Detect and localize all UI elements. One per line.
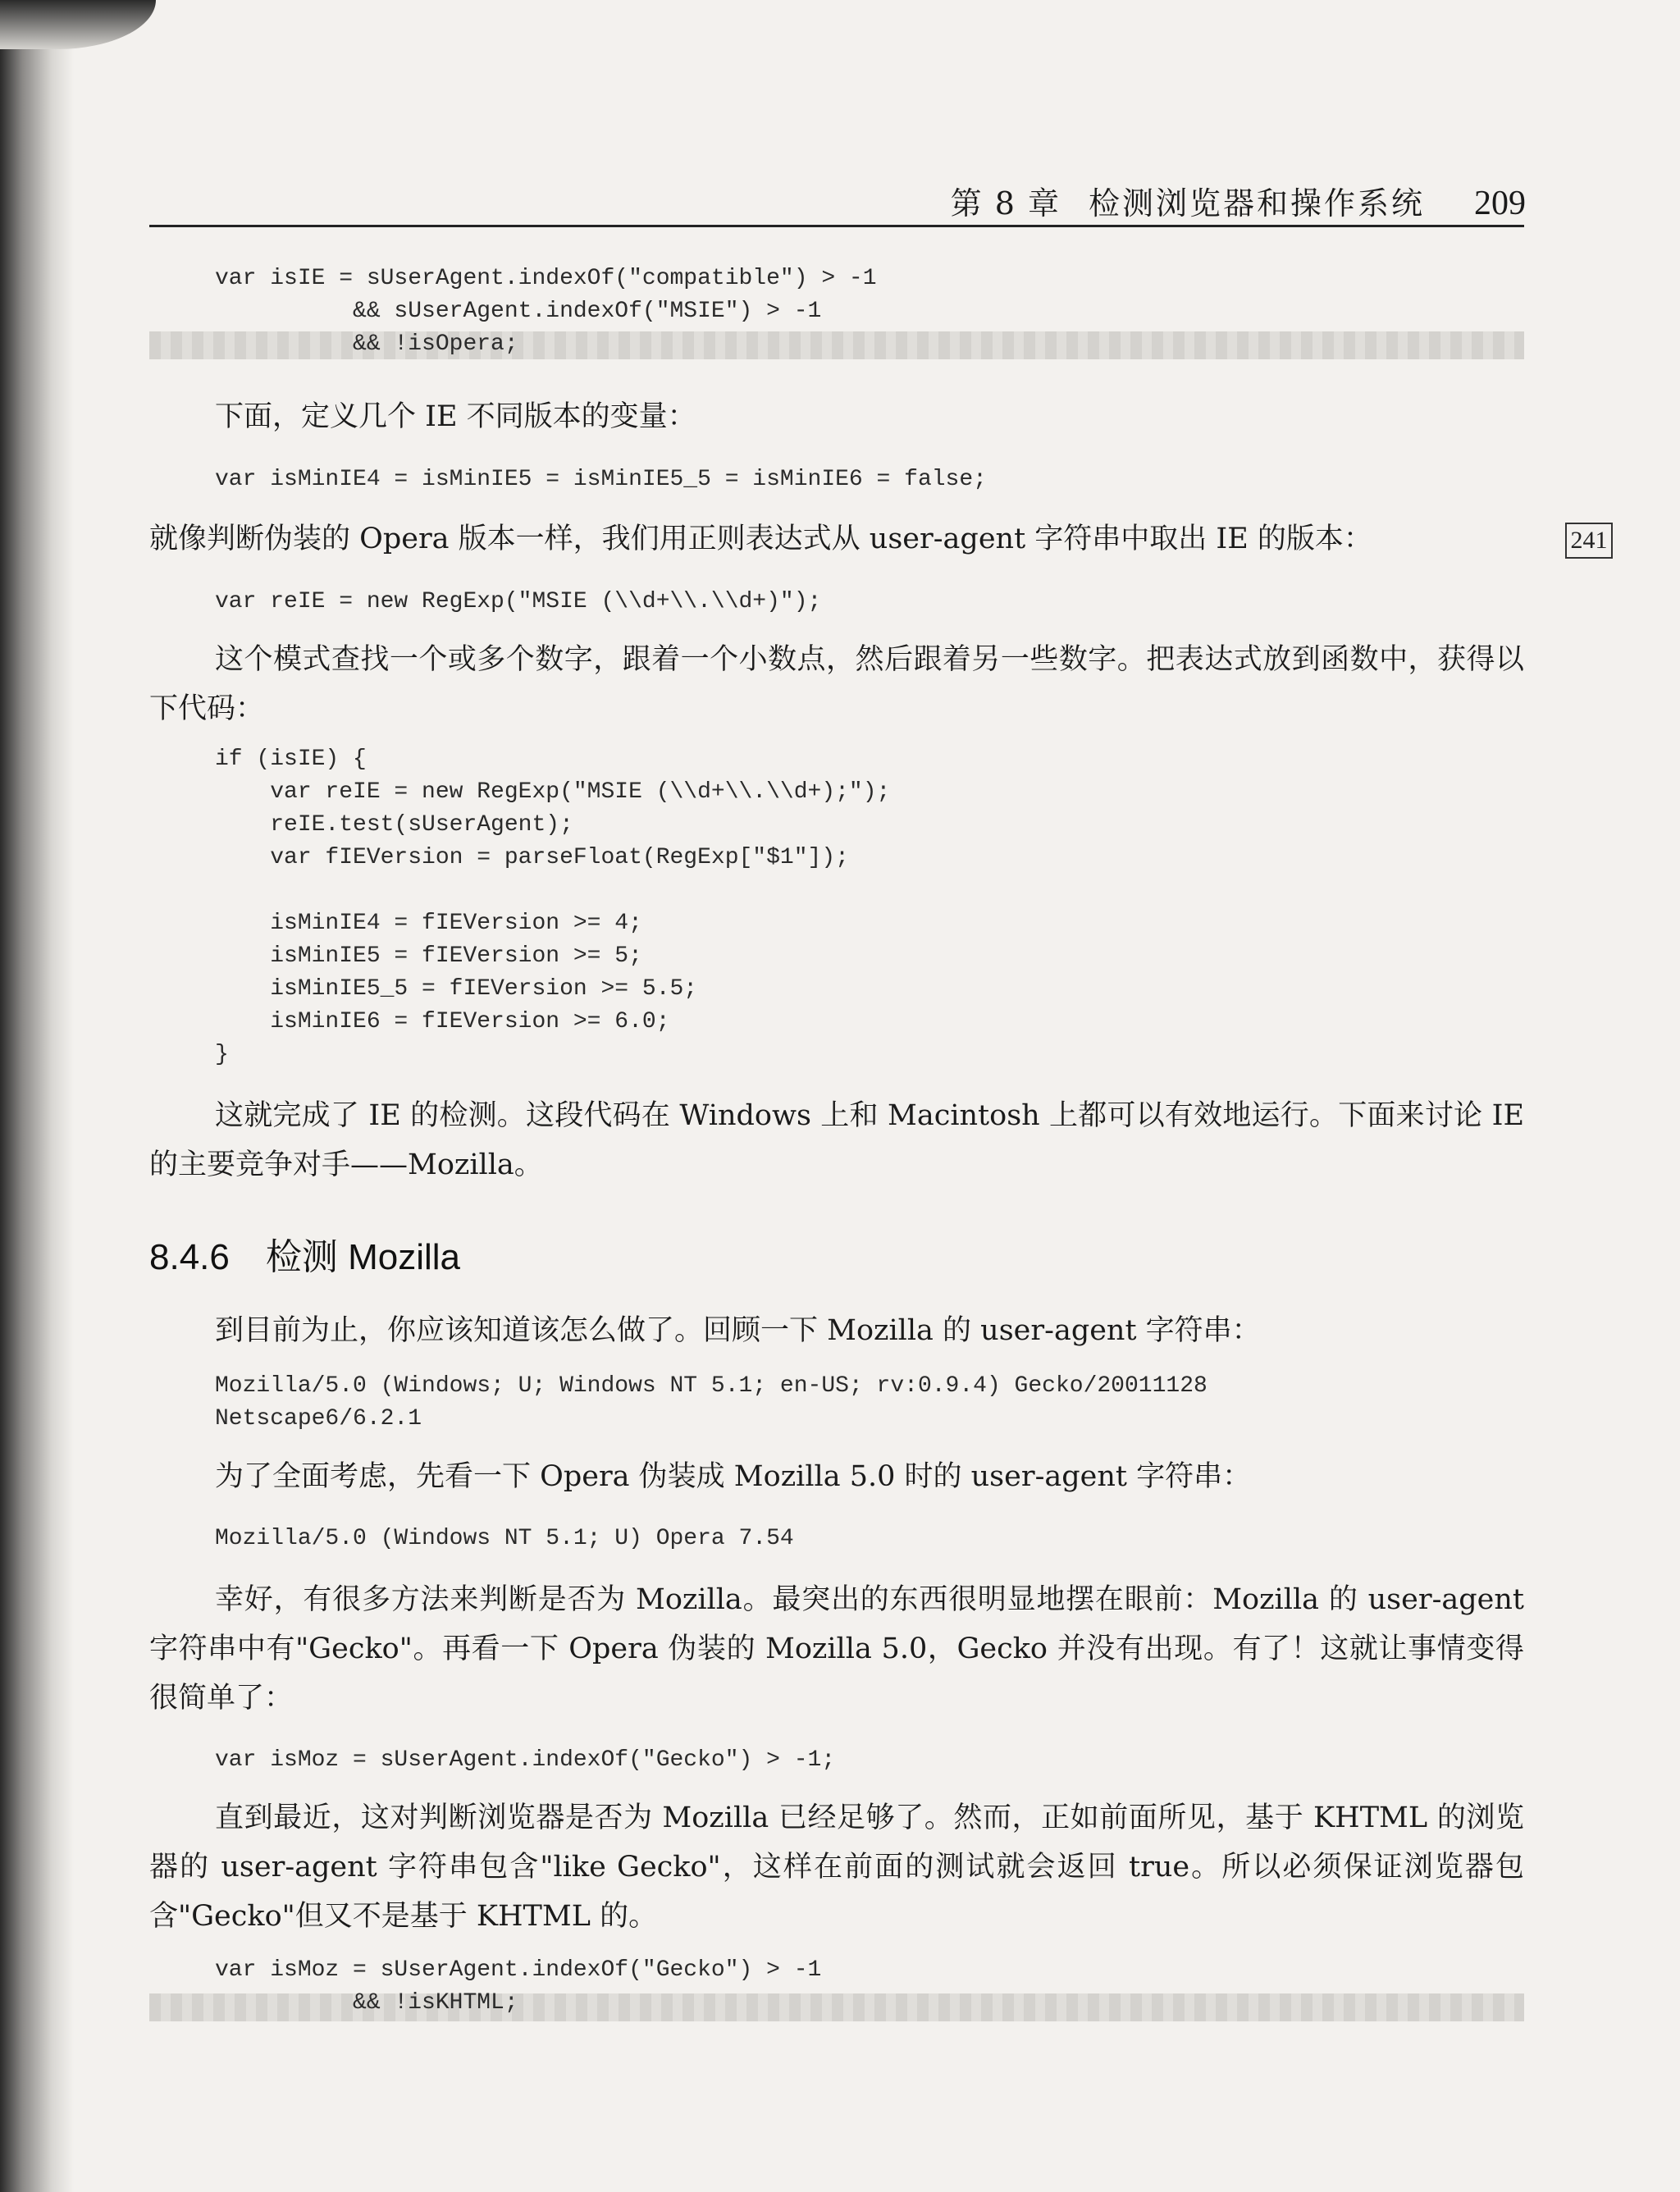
paragraph-ie-versions: 下面，定义几个 IE 不同版本的变量： <box>215 400 696 433</box>
code-block-isie: var isIE = sUserAgent.indexOf("compatible") > -1 && sUserAgent.indexOf("MSIE") > -1 && !isOpera; <box>215 266 877 357</box>
code-block-ie-detect: if (isIE) { var reIE = new RegExp("MSIE (\\d+\\.\\d+);"); reIE.test(sUserAgent); var fIEVersion = parseFloat(RegExp["$1"]); isMinIE4 = fIEVersion >= 4; isMinIE5 = fIEVersion >= 5; isMinIE5_5 = fIEVersion >= 5.5; isMinIE6 = fIEVersion >= 6.0; } <box>215 747 891 1067</box>
paragraph-opera-disguise: 为了全面考虑，先看一下 Opera 伪装成 Mozilla 5.0 时的 user-agent 字符串： <box>215 1460 1252 1493</box>
paragraph-mozilla-ua: 到目前为止，你应该知道该怎么做了。回顾一下 Mozilla 的 user-agent 字符串： <box>215 1314 1261 1347</box>
header-rule <box>149 225 1524 227</box>
paragraph-ie-done: 这就完成了 IE 的检测。这段代码在 Windows 上和 Macintosh 上都可以有效地运行。下面来讨论 IE 的主要竞争对手——Mozilla。 <box>149 1099 1524 1181</box>
section-title: 检测 Mozilla <box>265 1237 461 1277</box>
paragraph-khtml: 直到最近，这对判断浏览器是否为 Mozilla 已经足够了。然而，正如前面所见，基于 KHTML 的浏览器的 user-agent 字符串包含"like Gecko"，这样在前面的测试就会返回 true。所以必须保证浏览器包含"Gecko"但又不是基于 KHTML 的。 <box>149 1802 1524 1933</box>
code-block-ismoz-khtml: var isMoz = sUserAgent.indexOf("Gecko") > -1 && !isKHTML; <box>215 1957 822 2016</box>
binding-corner <box>0 0 156 49</box>
running-head <box>870 174 1526 223</box>
code-block-minie: var isMinIE4 = isMinIE5 = isMinIE5_5 = isMinIE6 = false; <box>215 467 987 492</box>
binding-shadow <box>0 0 74 2192</box>
code-block-opera-ua: Mozilla/5.0 (Windows NT 5.1; U) Opera 7.54 <box>215 1526 794 1551</box>
original-page-ref: 241 <box>1565 523 1613 559</box>
code-block-reie: var reIE = new RegExp("MSIE (\\d+\\.\\d+)"); <box>215 589 822 614</box>
paragraph-gecko: 幸好，有很多方法来判断是否为 Mozilla。最突出的东西很明显地摆在眼前：Mozilla 的 user-agent 字符串中有"Gecko"。再看一下 Opera 伪装的 Mozilla 5.0，Gecko 并没有出现。有了！这就让事情变得很简单了： <box>149 1583 1524 1715</box>
chapter-label: 第 8 章 <box>950 185 1061 221</box>
paragraph-regex-intro: 就像判断伪装的 Opera 版本一样，我们用正则表达式从 user-agent 字符串中取出 IE 的版本： <box>149 523 1372 555</box>
page-number: 209 <box>1474 185 1526 222</box>
paragraph-pattern: 这个模式查找一个或多个数字，跟着一个小数点，然后跟着另一些数字。把表达式放到函数中，获得以下代码： <box>149 643 1524 725</box>
code-block-ismoz: var isMoz = sUserAgent.indexOf("Gecko") > -1; <box>215 1747 836 1773</box>
section-heading <box>149 1227 460 1280</box>
section-number: 8.4.6 <box>149 1237 230 1277</box>
chapter-title: 检测浏览器和操作系统 <box>1088 185 1425 221</box>
code-block-mozilla-ua: Mozilla/5.0 (Windows; U; Windows NT 5.1; en-US; rv:0.9.4) Gecko/20011128 Netscape6/6.2.1 <box>215 1373 1208 1432</box>
